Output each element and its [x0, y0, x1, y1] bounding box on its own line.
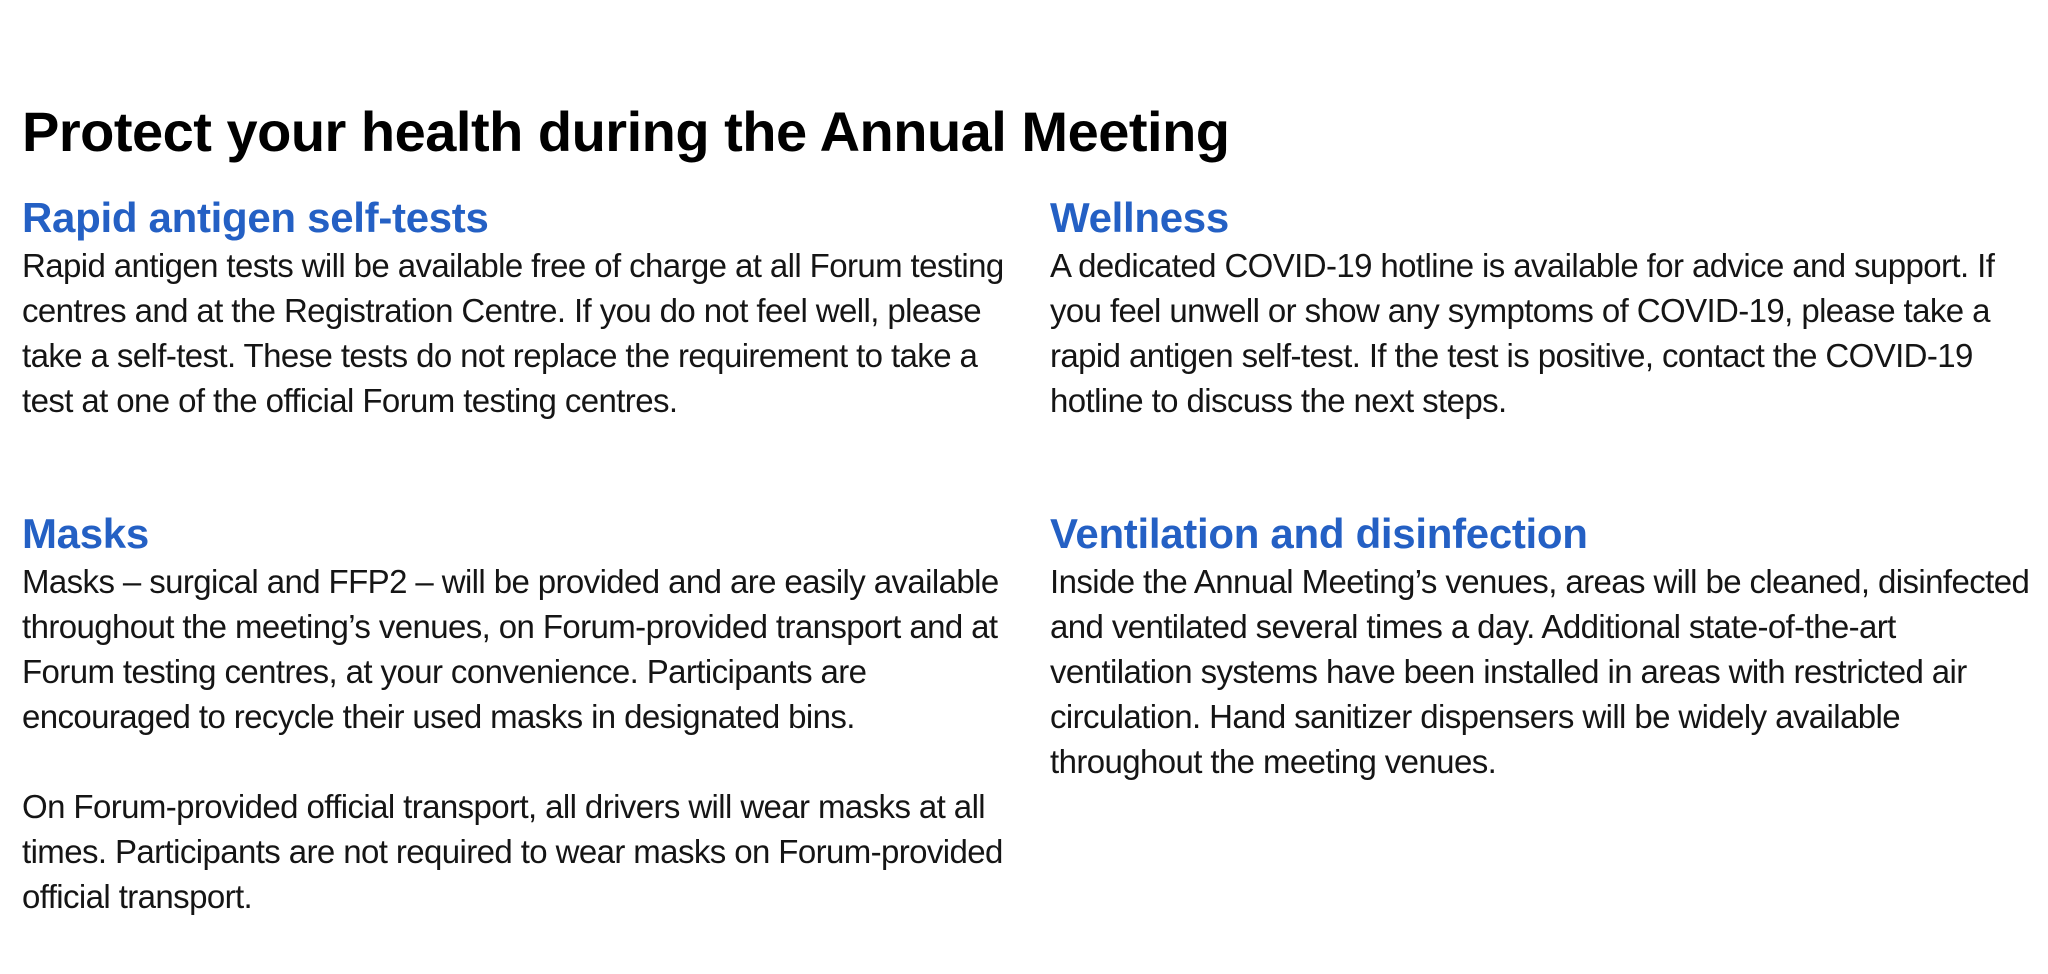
section-body-masks-2: On Forum-provided official transport, all drivers will wear masks at all times. Participants are not required to wear masks on Forum-provided official transport.: [22, 788, 1003, 915]
section-ventilation-and-disinfection: [1050, 509, 2040, 784]
section-body-wellness: A dedicated COVID-19 hotline is available for advice and support. If you feel unwell or show any symptoms of COVID-19, please take a rapid antigen self-test. If the test is positive, contact the COVID-19 hotline to discuss the next steps.: [1050, 247, 1995, 419]
section-wellness: [1050, 193, 2040, 423]
section-rapid-antigen-self-tests: [22, 193, 1012, 423]
section-heading-ventilation: Ventilation and disinfection: [1050, 510, 1588, 557]
section-body-ventilation: Inside the Annual Meeting’s venues, areas will be cleaned, disinfected and ventilated several times a day. Additional state-of-the-art ventilation systems have been installed in areas with restricted air circulation. Hand sanitizer dispensers will be widely available throughout the meeting venues.: [1050, 563, 2030, 780]
section-body-rapid-antigen: Rapid antigen tests will be available free of charge at all Forum testing centres and at the Registration Centre. If you do not feel well, please take a self-test. These tests do not replace the requirement to take a test at one of the official Forum testing centres.: [22, 247, 1004, 419]
section-heading-wellness: Wellness: [1050, 194, 1229, 241]
page-title: Protect your health during the Annual Meeting: [22, 100, 1230, 163]
section-masks: [22, 509, 1012, 919]
section-body-masks-1: Masks – surgical and FFP2 – will be provided and are easily available throughout the meeting’s venues, on Forum-provided transport and at Forum testing centres, at your convenience. Participants are encouraged to recycle their used masks in designated bins.: [22, 563, 999, 735]
section-heading-masks: Masks: [22, 510, 149, 557]
section-heading-rapid-antigen: Rapid antigen self-tests: [22, 194, 489, 241]
